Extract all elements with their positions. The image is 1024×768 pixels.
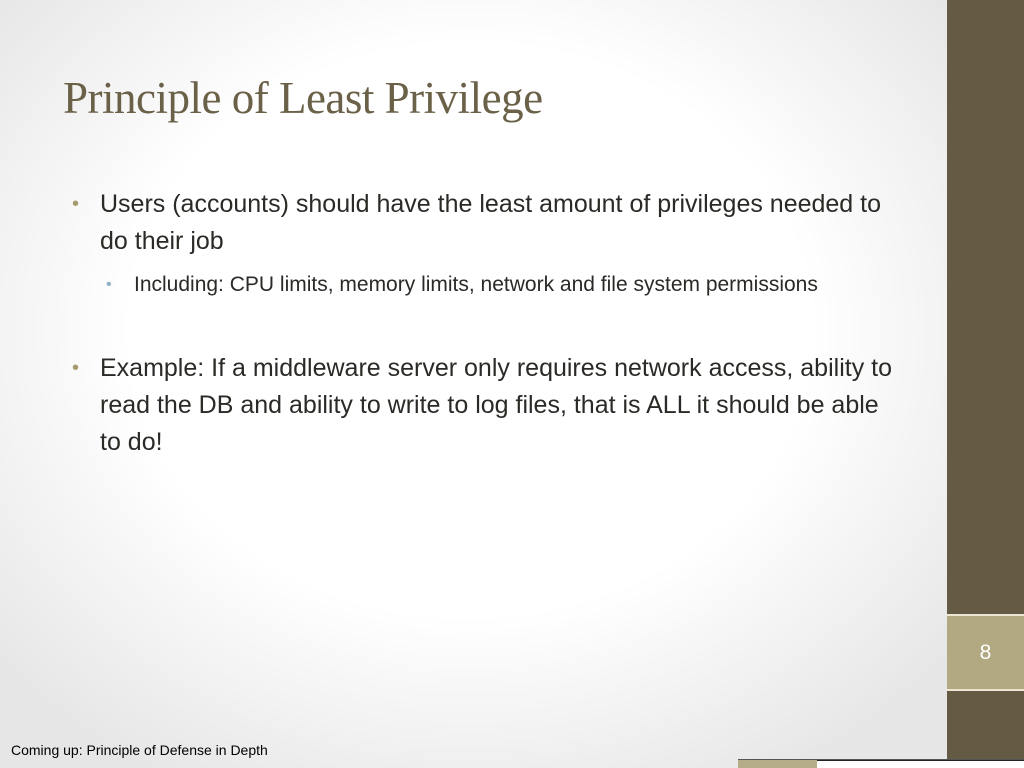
bullet-text: Users (accounts) should have the least amount of privileges needed to do their job <box>100 190 882 255</box>
toolbar-divider <box>817 760 1024 761</box>
bullet-spacer <box>72 302 902 350</box>
slide-title: Principle of Least Privilege <box>63 73 543 123</box>
slide-content <box>72 186 902 461</box>
presenter-toolbar[interactable] <box>738 759 1024 768</box>
sub-bullet-marker: • <box>106 276 112 293</box>
sub-bullet-item <box>106 268 902 302</box>
toolbar-segment <box>738 760 817 768</box>
bullet-marker: • <box>72 193 80 215</box>
bullet-marker: • <box>72 357 80 379</box>
page-number <box>947 614 1024 691</box>
bullet-item <box>72 350 902 461</box>
footer-note: Coming up: Principle of Defense in Depth <box>11 742 268 758</box>
page-number-label: 8 <box>979 640 992 664</box>
sub-bullet-text: Including: CPU limits, memory limits, network and file system permissions <box>134 273 818 296</box>
bullet-text: Example: If a middleware server only requires network access, ability to read the DB and ability to write to log files, that is ALL it should be able to do! <box>100 354 892 456</box>
bullet-item <box>72 186 902 260</box>
